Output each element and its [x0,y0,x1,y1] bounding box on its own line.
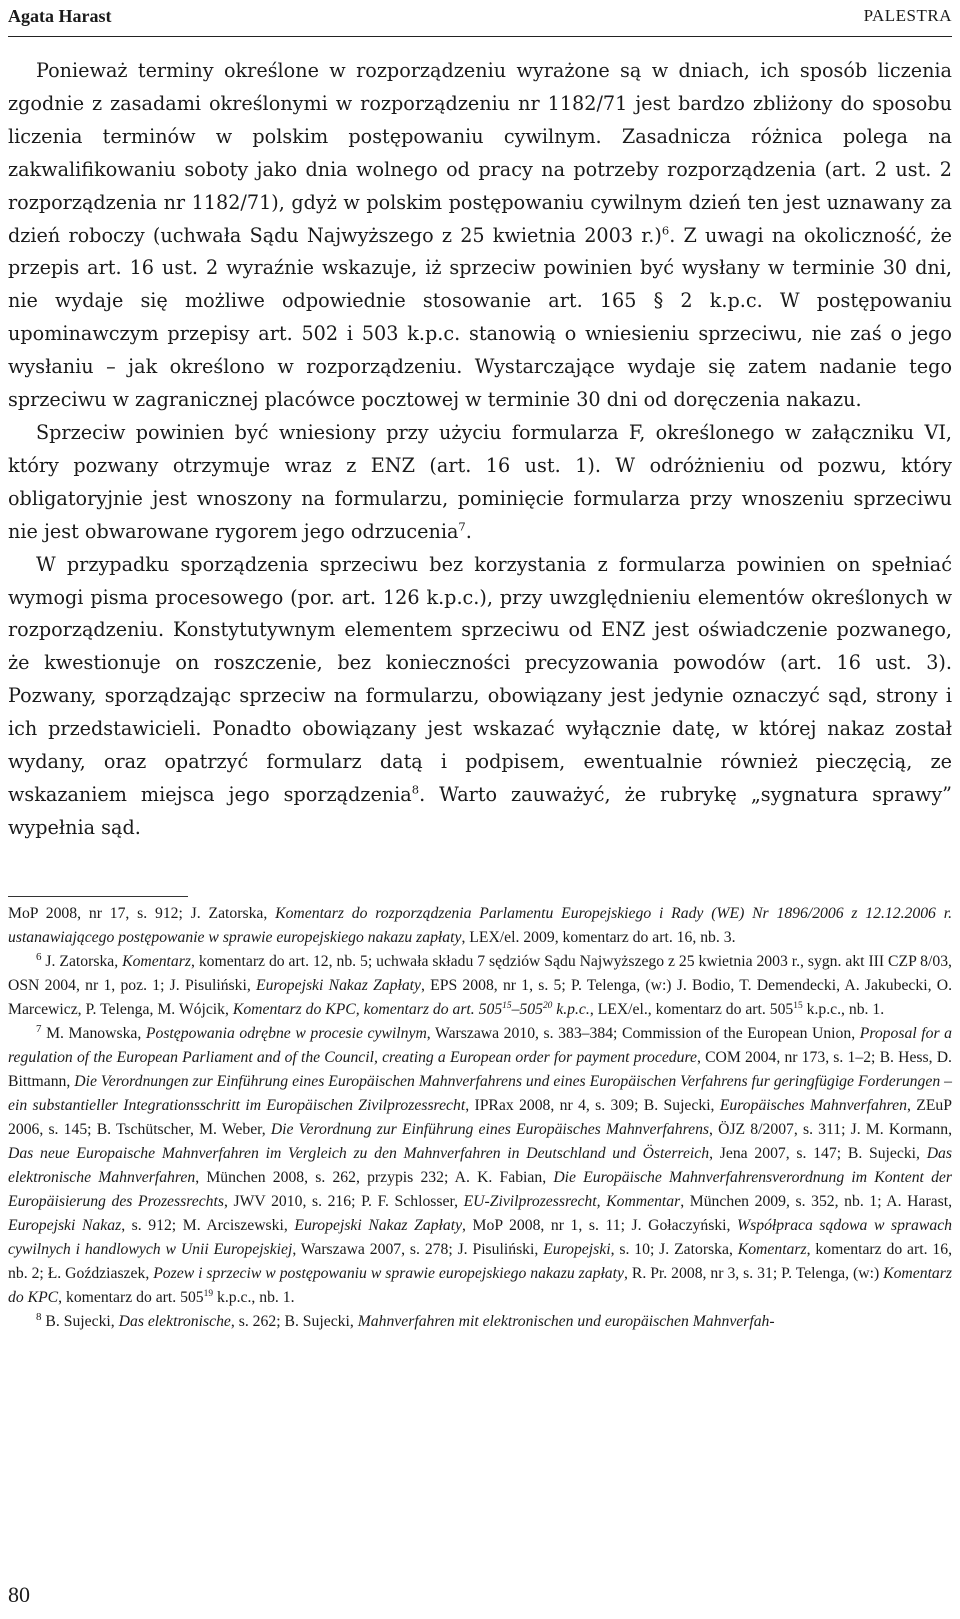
paragraph-3: W przypadku sporządzenia sprzeciwu bez korzystania z formularza powinien on spełniać wymogi pisma procesowego (por. art. 126 k.p.c.), przy uwzględnieniu elementów określonych w rozporządzeniu. Konstytutywnym elementem sprzeciwu od ENZ jest oświadczenie pozwanego, że kwestionuje on roszczenie, bez konieczności precyzowania powodów (art. 16 ust. 3). Pozwany, sporządzając sprzeciw na formularzu, obowiązany jest jedynie oznaczyć sąd, strony i ich przedstawicieli. Ponadto obowiązany jest wskazać wyłącznie datę, w której nakaz został wydany, oraz opatrzyć formularz datą i podpisem, ewentualnie również pieczęcią, ze wskazaniem miejsca jego sporządzenia$^8$. Warto zauważyć, że rubrykę „sygnatura sprawy” wypełnia sąd. [8,552,952,839]
footnote-ref-8[interactable]: 8 [411,782,420,797]
paragraph-1: Ponieważ terminy określone w rozporządzeniu wyrażone są w dniach, ich sposób liczenia zgodnie z zasadami określonymi w rozporządzeniu nr 1182/71 jest bardzo zbliżony do sposobu liczenia terminów w polskim postępowaniu cywilnym. Zasadnicza różnica polega na zakwalifikowaniu soboty jako dnia wolnego od pracy na potrzeby rozporządzenia (art. 2 ust. 2 rozporządzenia nr 1182/71), gdyż w polskim postępowaniu cywilnym dzień ten jest uznawany za dzień roboczy (uchwała Sądu Najwyższego z 25 kwietnia 2003 r.)$^6$. Z uwagi na okoliczność, że przepis art. 16 ust. 2 wyraźnie wskazuje, iż sprzeciw powinien być wysłany w terminie 30 dni, nie wydaje się możliwe odpowiednie stosowanie art. 165 § 2 k.p.c. W postępowaniu upominawczym przepisy art. 502 i 503 k.p.c. stanowią o wniesieniu sprzeciwu, nie zaś o jego wysłaniu – jak określono w rozporządzeniu. Wystarczające wydaje się zatem nadanie tego sprzeciwu w zagranicznej placówce pocztowej w terminie 30 dni od doręczenia nakazu. [8,59,952,412]
footnote-number: 8 [36,1310,42,1323]
footnote-separator [8,896,188,897]
footnote-8: $^8$ B. Sujecki, Das elektronische, s. 262; B. Sujecki, Mahnverfahren mit elektronischen und europäischen Mahnverfah- [36,1310,775,1330]
main-text [8,55,952,845]
footnote-ref-7[interactable]: 7 [458,519,466,534]
page-number: 80 [8,1582,30,1607]
paragraph-2: Sprzeciw powinien być wniesiony przy użyciu formularza F, określonego w załączniku VI, który pozwany otrzymuje wraz z ENZ (art. 16 ust. 1). W odróżnieniu od pozwu, który obligatoryjnie jest wnoszony na formularzu, pominięcie formularza przy wnoszeniu sprzeciwu nie jest obwarowane rygorem jego odrzucenia$^7$. [8,420,952,543]
footnote-number: 6 [36,950,42,963]
footnote-number: 7 [36,1022,42,1035]
footnote-ref-6[interactable]: 6 [661,223,670,238]
header-journal: PALESTRA [863,6,952,25]
footnotes [8,902,952,1334]
footnote-continuation: MoP 2008, nr 17, s. 912; J. Zatorska, Komentarz do rozporządzenia Parlamentu Europejskiego i Rady (WE) Nr 1896/2006 z 12.12.2006 r. ustanawiającego postępowanie w sprawie europejskiego nakazu zapłaty, LEX/el. 2009, komentarz do art. 16, nb. 3. [8,905,952,946]
header-author: Agata Harast [8,6,112,26]
footnote-7: $^7$ M. Manowska, Postępowania odrębne w procesie cywilnym, Warszawa 2010, s. 383–384; Commission of the European Union, Proposal for a regulation of the European Parliament and of the Council, creating a European order for payment procedure, COM 2004, nr 173, s. 1–2; B. Hess, D. Bittmann, Die Verordnungen zur Einführung eines Europäischen Mahnverfahrens und eines Europäischen Verfahrens fur geringfügige Forderungen – ein substantieller Integrationsschritt im Europäischen Zivilprozessrecht, IPRax 2008, nr 4, s. 309; B. Sujecki, Europäisches Mahnverfahren, ZEuP 2006, s. 145; B. Tschütscher, M. Weber, Die Verordnung zur Einführung eines Europäisches Mahnverfahrens, ÖJZ 8/2007, s. 311; J. M. Kormann, Das neue Europaische Mahnverfahren im Vergleich zu den Mahnverfahren in Deutschland und Österreich, Jena 2007, s. 147; B. Sujecki, Das elektronische Mahnverfahren, München 2008, s. 262, przypis 232; A. K. Fabian, Die Europäische Mahnverfahrensverordnung im Kontent der Europäisierung des Prozessrechts, JWV 2010, s. 216; P. F. Schlosser, EU-Zivilprozessrecht, Kommentar, München 2009, s. 352, nb. 1; A. Harast, Europejski Nakaz, s. 912; M. Arciszewski, Europejski Nakaz Zapłaty, MoP 2008, nr 1, s. 11; J. Gołaczyński, Współpraca sądowa w sprawach cywilnych i handlowych w Unii Europejskiej, Warszawa 2007, s. 278; J. Pisuliński, Europejski, s. 10; J. Zatorska, Komentarz, komentarz do art. 16, nb. 2; Ł. Goździaszek, Pozew i sprzeciw w postępowaniu w sprawie europejskiego nakazu zapłaty, R. Pr. 2008, nr 3, s. 31; P. Telenga, (w:) Komentarz do KPC, komentarz do art. $505^{19}$ k.p.c., nb. 1. [8,1022,953,1306]
footnote-6: $^6$ J. Zatorska, Komentarz, komentarz do art. 12, nb. 5; uchwała składu 7 sędziów Sądu Najwyższego z 25 kwietnia 2003 r., sygn. akt III CZP 8/03, OSN 2004, nr 1, poz. 1; J. Pisuliński, Europejski Nakaz Zapłaty, EPS 2008, nr 1, s. 5; P. Telenga, (w:) J. Bodio, T. Demendecki, A. Jakubecki, O. Marcewicz, P. Telenga, M. Wójcik, Komentarz do KPC, komentarz do art. $505^{15}-505^{20}$ k.p.c., LEX/el., komentarz do art. $505^{15}$ k.p.c., nb. 1. [8,950,952,1018]
running-header [8,2,952,37]
